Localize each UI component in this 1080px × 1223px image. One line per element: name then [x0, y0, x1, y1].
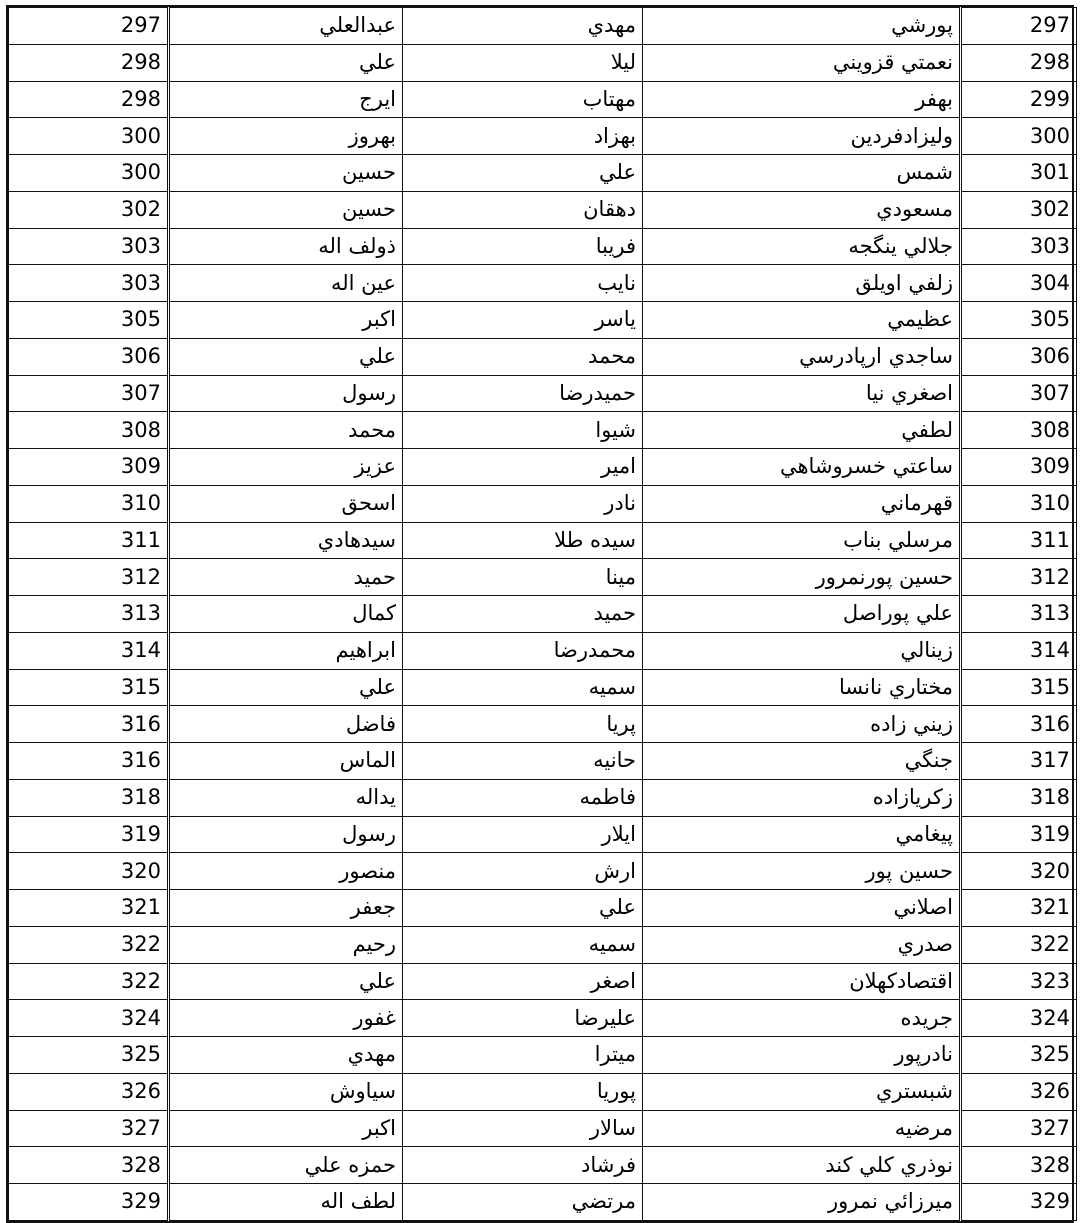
cell-number-left[interactable]: 328 — [9, 1147, 169, 1184]
cell-first-name[interactable]: محمدرضا — [403, 632, 643, 669]
cell-father-name[interactable]: عين اله — [169, 265, 403, 302]
cell-first-name[interactable]: علي — [403, 155, 643, 192]
cell-number-left[interactable]: 298 — [9, 44, 169, 81]
table-row — [9, 669, 1077, 706]
cell-last-name[interactable]: زلفي اويلق — [643, 265, 961, 302]
cell-father-name[interactable]: عزيز — [169, 449, 403, 486]
table-row — [9, 743, 1077, 780]
cell-number-right[interactable]: 305 — [961, 302, 1077, 339]
cell-first-name[interactable]: عليرضا — [403, 1000, 643, 1037]
cell-father-name[interactable]: كمال — [169, 596, 403, 633]
cell-number-right[interactable]: 321 — [961, 890, 1077, 927]
cell-father-name[interactable]: غفور — [169, 1000, 403, 1037]
cell-number-right[interactable]: 315 — [961, 669, 1077, 706]
cell-number-right[interactable]: 319 — [961, 816, 1077, 853]
cell-number-right[interactable]: 329 — [961, 1184, 1077, 1221]
cell-number-right[interactable]: 309 — [961, 449, 1077, 486]
cell-father-name[interactable]: محمد — [169, 412, 403, 449]
cell-last-name[interactable]: نعمتي قزويني — [643, 44, 961, 81]
cell-number-left[interactable]: 318 — [9, 779, 169, 816]
cell-first-name[interactable]: حانيه — [403, 743, 643, 780]
cell-last-name[interactable]: مرضيه — [643, 1110, 961, 1147]
cell-last-name[interactable]: نادرپور — [643, 1037, 961, 1074]
cell-number-left[interactable]: 308 — [9, 412, 169, 449]
table-row — [9, 890, 1077, 927]
cell-number-left[interactable]: 305 — [9, 302, 169, 339]
cell-first-name[interactable]: ليلا — [403, 44, 643, 81]
cell-last-name[interactable]: علي پوراصل — [643, 596, 961, 633]
cell-father-name[interactable]: علي — [169, 669, 403, 706]
cell-first-name[interactable]: سميه — [403, 926, 643, 963]
table-row — [9, 1147, 1077, 1184]
cell-first-name[interactable]: بهزاد — [403, 118, 643, 155]
cell-first-name[interactable]: ارش — [403, 853, 643, 890]
cell-number-right[interactable]: 317 — [961, 743, 1077, 780]
cell-father-name[interactable]: جعفر — [169, 890, 403, 927]
cell-father-name[interactable]: فاضل — [169, 706, 403, 743]
cell-number-left[interactable]: 303 — [9, 265, 169, 302]
cell-number-left[interactable]: 329 — [9, 1184, 169, 1221]
cell-father-name[interactable]: بهروز — [169, 118, 403, 155]
cell-last-name[interactable]: زيني زاده — [643, 706, 961, 743]
table-row — [9, 375, 1077, 412]
cell-father-name[interactable]: اسحق — [169, 485, 403, 522]
table-row — [9, 81, 1077, 118]
table-row — [9, 485, 1077, 522]
cell-number-left[interactable]: 310 — [9, 485, 169, 522]
cell-father-name[interactable]: مهدي — [169, 1037, 403, 1074]
cell-father-name[interactable]: ذولف اله — [169, 228, 403, 265]
cell-number-left[interactable]: 300 — [9, 155, 169, 192]
cell-first-name[interactable]: حميد — [403, 596, 643, 633]
cell-last-name[interactable]: وليزادفردين — [643, 118, 961, 155]
cell-last-name[interactable]: مرسلي بناب — [643, 522, 961, 559]
cell-number-left[interactable]: 309 — [9, 449, 169, 486]
cell-last-name[interactable]: ساعتي خسروشاهي — [643, 449, 961, 486]
cell-last-name[interactable]: ميرزائي نمرور — [643, 1184, 961, 1221]
table-row — [9, 1037, 1077, 1074]
cell-first-name[interactable]: سميه — [403, 669, 643, 706]
table-body — [9, 8, 1077, 1221]
cell-first-name[interactable]: مينا — [403, 559, 643, 596]
cell-father-name[interactable]: حمزه علي — [169, 1147, 403, 1184]
cell-first-name[interactable]: مهدي — [403, 8, 643, 45]
cell-number-right[interactable]: 316 — [961, 706, 1077, 743]
cell-father-name[interactable]: رسول — [169, 375, 403, 412]
cell-number-right[interactable]: 302 — [961, 191, 1077, 228]
cell-first-name[interactable]: سيده طلا — [403, 522, 643, 559]
cell-number-left[interactable]: 324 — [9, 1000, 169, 1037]
cell-father-name[interactable]: سياوش — [169, 1073, 403, 1110]
cell-number-left[interactable]: 314 — [9, 632, 169, 669]
cell-last-name[interactable]: حسين پورنمرور — [643, 559, 961, 596]
cell-number-right[interactable]: 307 — [961, 375, 1077, 412]
cell-number-right[interactable]: 304 — [961, 265, 1077, 302]
cell-father-name[interactable]: اكبر — [169, 302, 403, 339]
cell-number-right[interactable]: 318 — [961, 779, 1077, 816]
cell-last-name[interactable]: حسين پور — [643, 853, 961, 890]
table-row — [9, 632, 1077, 669]
cell-father-name[interactable]: الماس — [169, 743, 403, 780]
cell-last-name[interactable]: جنگي — [643, 743, 961, 780]
table-row — [9, 1000, 1077, 1037]
cell-father-name[interactable]: يداله — [169, 779, 403, 816]
table-row — [9, 1110, 1077, 1147]
table-row — [9, 228, 1077, 265]
cell-number-right[interactable]: 301 — [961, 155, 1077, 192]
cell-number-right[interactable]: 312 — [961, 559, 1077, 596]
cell-last-name[interactable]: عظيمي — [643, 302, 961, 339]
cell-number-left[interactable]: 325 — [9, 1037, 169, 1074]
cell-number-left[interactable]: 322 — [9, 926, 169, 963]
cell-number-left[interactable]: 297 — [9, 8, 169, 45]
cell-number-right[interactable]: 303 — [961, 228, 1077, 265]
cell-first-name[interactable]: امير — [403, 449, 643, 486]
cell-number-right[interactable]: 306 — [961, 338, 1077, 375]
cell-first-name[interactable]: اصغر — [403, 963, 643, 1000]
cell-last-name[interactable]: اقتصادكهلان — [643, 963, 961, 1000]
cell-number-right[interactable]: 323 — [961, 963, 1077, 1000]
table-row — [9, 1184, 1077, 1221]
table-row — [9, 118, 1077, 155]
cell-last-name[interactable]: صدري — [643, 926, 961, 963]
cell-number-left[interactable]: 316 — [9, 743, 169, 780]
cell-first-name[interactable]: دهقان — [403, 191, 643, 228]
cell-number-left[interactable]: 320 — [9, 853, 169, 890]
cell-number-left[interactable]: 316 — [9, 706, 169, 743]
table-row — [9, 412, 1077, 449]
cell-last-name[interactable]: نوذري كلي كند — [643, 1147, 961, 1184]
cell-father-name[interactable]: علي — [169, 338, 403, 375]
cell-number-right[interactable]: 308 — [961, 412, 1077, 449]
cell-number-right[interactable]: 327 — [961, 1110, 1077, 1147]
cell-last-name[interactable]: قهرماني — [643, 485, 961, 522]
table-row — [9, 816, 1077, 853]
cell-first-name[interactable]: مهتاب — [403, 81, 643, 118]
cell-father-name[interactable]: سيدهادي — [169, 522, 403, 559]
cell-father-name[interactable]: حميد — [169, 559, 403, 596]
table-row — [9, 779, 1077, 816]
table-row — [9, 265, 1077, 302]
cell-father-name[interactable]: حسين — [169, 155, 403, 192]
cell-number-left[interactable]: 321 — [9, 890, 169, 927]
cell-last-name[interactable]: بهفر — [643, 81, 961, 118]
table-row — [9, 302, 1077, 339]
cell-first-name[interactable]: پوريا — [403, 1073, 643, 1110]
cell-last-name[interactable]: شبستري — [643, 1073, 961, 1110]
cell-number-right[interactable]: 320 — [961, 853, 1077, 890]
cell-first-name[interactable]: حميدرضا — [403, 375, 643, 412]
cell-first-name[interactable]: سالار — [403, 1110, 643, 1147]
cell-number-right[interactable]: 299 — [961, 81, 1077, 118]
cell-number-left[interactable]: 303 — [9, 228, 169, 265]
cell-number-left[interactable]: 315 — [9, 669, 169, 706]
cell-father-name[interactable]: ايرج — [169, 81, 403, 118]
cell-father-name[interactable]: رسول — [169, 816, 403, 853]
cell-number-right[interactable]: 324 — [961, 1000, 1077, 1037]
cell-first-name[interactable]: نايب — [403, 265, 643, 302]
cell-first-name[interactable]: علي — [403, 890, 643, 927]
cell-last-name[interactable]: مختاري نانسا — [643, 669, 961, 706]
cell-father-name[interactable]: علي — [169, 963, 403, 1000]
cell-first-name[interactable]: فريبا — [403, 228, 643, 265]
cell-number-right[interactable]: 298 — [961, 44, 1077, 81]
cell-number-left[interactable]: 298 — [9, 81, 169, 118]
table-row — [9, 338, 1077, 375]
cell-number-right[interactable]: 328 — [961, 1147, 1077, 1184]
cell-first-name[interactable]: نادر — [403, 485, 643, 522]
cell-father-name[interactable]: علي — [169, 44, 403, 81]
cell-last-name[interactable]: ساجدي ارپادرسي — [643, 338, 961, 375]
cell-number-right[interactable]: 326 — [961, 1073, 1077, 1110]
cell-last-name[interactable]: زينالي — [643, 632, 961, 669]
cell-first-name[interactable]: ايلار — [403, 816, 643, 853]
cell-first-name[interactable]: ميترا — [403, 1037, 643, 1074]
cell-first-name[interactable]: فرشاد — [403, 1147, 643, 1184]
table-row — [9, 191, 1077, 228]
cell-first-name[interactable]: مرتضي — [403, 1184, 643, 1221]
table-row — [9, 8, 1077, 45]
spreadsheet — [6, 5, 1074, 1223]
cell-number-left[interactable]: 313 — [9, 596, 169, 633]
table-row — [9, 155, 1077, 192]
table-row — [9, 522, 1077, 559]
cell-first-name[interactable]: محمد — [403, 338, 643, 375]
table-row — [9, 1073, 1077, 1110]
cell-last-name[interactable]: جريده — [643, 1000, 961, 1037]
cell-last-name[interactable]: اصغري نيا — [643, 375, 961, 412]
cell-number-left[interactable]: 326 — [9, 1073, 169, 1110]
cell-number-left[interactable]: 312 — [9, 559, 169, 596]
cell-first-name[interactable]: ياسر — [403, 302, 643, 339]
cell-number-left[interactable]: 311 — [9, 522, 169, 559]
table-row — [9, 706, 1077, 743]
names-table — [8, 7, 1077, 1221]
cell-number-right[interactable]: 325 — [961, 1037, 1077, 1074]
cell-number-right[interactable]: 300 — [961, 118, 1077, 155]
cell-father-name[interactable]: رحيم — [169, 926, 403, 963]
cell-first-name[interactable]: فاطمه — [403, 779, 643, 816]
table-row — [9, 596, 1077, 633]
cell-number-right[interactable]: 310 — [961, 485, 1077, 522]
cell-last-name[interactable]: جلالي ينگجه — [643, 228, 961, 265]
cell-number-left[interactable]: 307 — [9, 375, 169, 412]
cell-last-name[interactable]: زكريازاده — [643, 779, 961, 816]
cell-father-name[interactable]: منصور — [169, 853, 403, 890]
table-row — [9, 926, 1077, 963]
cell-last-name[interactable]: مسعودي — [643, 191, 961, 228]
cell-last-name[interactable]: شمس — [643, 155, 961, 192]
table-row — [9, 559, 1077, 596]
cell-number-right[interactable]: 297 — [961, 8, 1077, 45]
table-row — [9, 853, 1077, 890]
table-row — [9, 963, 1077, 1000]
cell-father-name[interactable]: اكبر — [169, 1110, 403, 1147]
cell-number-left[interactable]: 306 — [9, 338, 169, 375]
cell-number-right[interactable]: 313 — [961, 596, 1077, 633]
cell-number-right[interactable]: 314 — [961, 632, 1077, 669]
cell-number-left[interactable]: 302 — [9, 191, 169, 228]
cell-number-left[interactable]: 327 — [9, 1110, 169, 1147]
cell-last-name[interactable]: اصلاني — [643, 890, 961, 927]
cell-father-name[interactable]: عبدالعلي — [169, 8, 403, 45]
cell-number-left[interactable]: 300 — [9, 118, 169, 155]
cell-number-left[interactable]: 319 — [9, 816, 169, 853]
table-row — [9, 44, 1077, 81]
cell-first-name[interactable]: شيوا — [403, 412, 643, 449]
cell-last-name[interactable]: پيغامي — [643, 816, 961, 853]
cell-number-left[interactable]: 322 — [9, 963, 169, 1000]
cell-father-name[interactable]: لطف اله — [169, 1184, 403, 1221]
cell-father-name[interactable]: حسين — [169, 191, 403, 228]
cell-number-right[interactable]: 322 — [961, 926, 1077, 963]
cell-father-name[interactable]: ابراهيم — [169, 632, 403, 669]
cell-last-name[interactable]: پورشي — [643, 8, 961, 45]
cell-last-name[interactable]: لطفي — [643, 412, 961, 449]
table-row — [9, 449, 1077, 486]
cell-number-right[interactable]: 311 — [961, 522, 1077, 559]
cell-first-name[interactable]: پريا — [403, 706, 643, 743]
